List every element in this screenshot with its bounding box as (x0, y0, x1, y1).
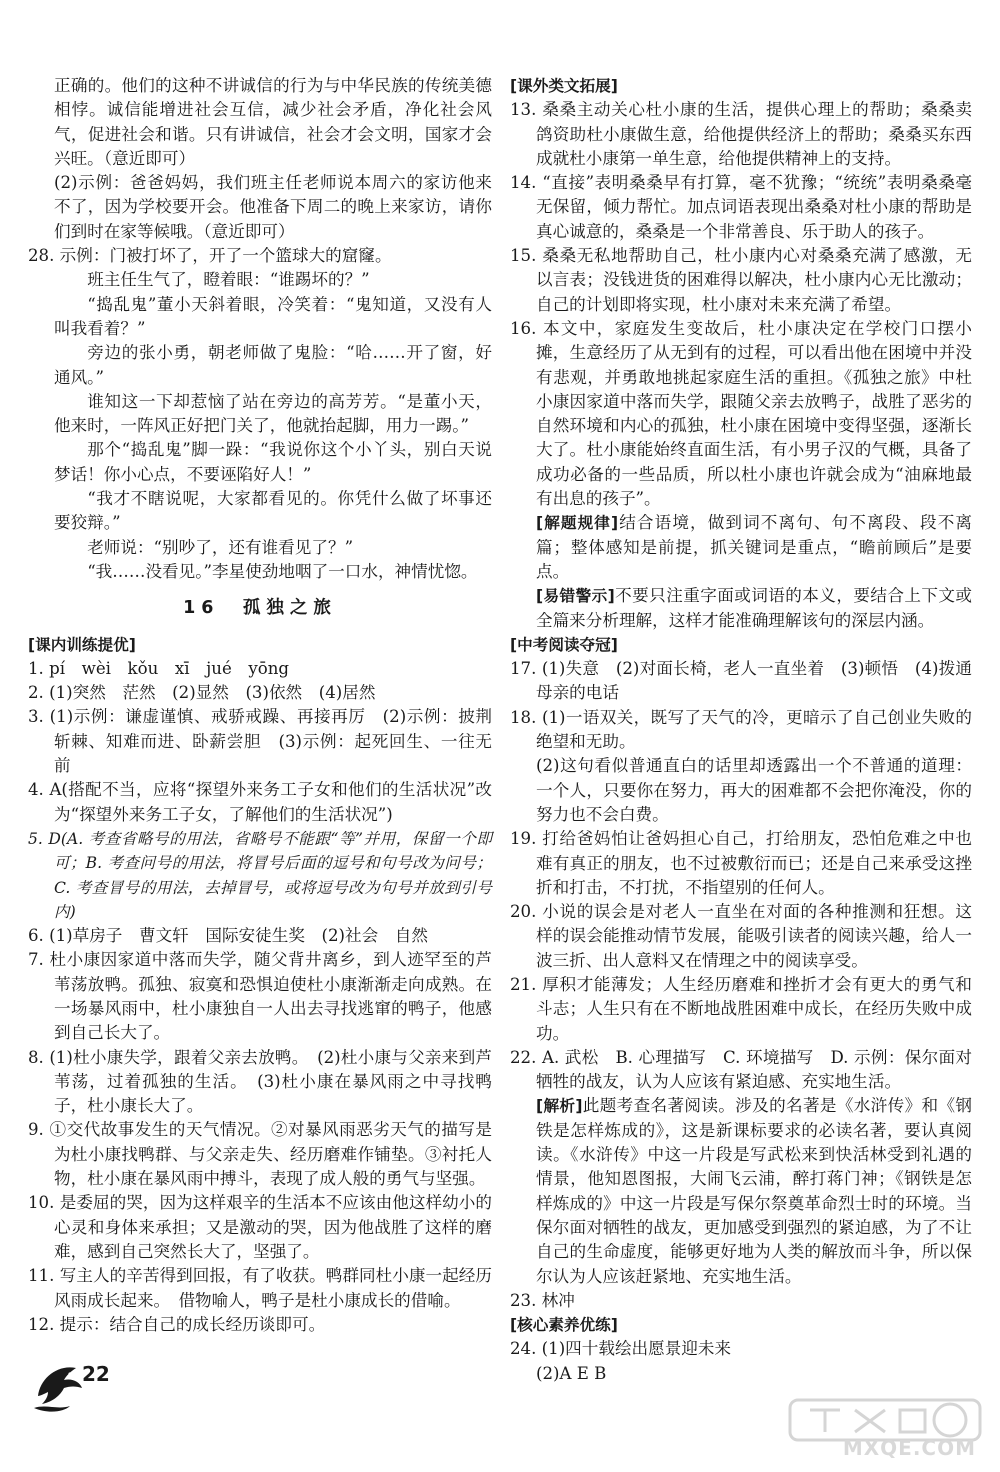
paragraph-text: (2)这句看似普通直白的话里却透露出一个不普通的道理：一个人，只要你在努力，再大的困难都不会把你淹没，你的努力也不会白费。 (536, 756, 972, 824)
section-heading (510, 633, 972, 657)
paragraph-text: 17. (1)失意 (2)对面长椅，老人一直坐着 (3)顿悟 (4)拨通母亲的电话 (510, 659, 972, 703)
paragraph-text: 24. (1)四十载绘出愿景迎未来 (510, 1339, 732, 1359)
paragraph-text: 20. 小说的误会是对老人一直坐在对面的各种推测和狂想。这样的误会能推动情节发展，能吸引读者的阅读兴趣，给人一波三折、出人意料又在情理之中的阅读享受。 (510, 902, 972, 970)
answer-paragraph (28, 487, 492, 536)
paragraph-text: 21. 厚积才能薄发；人生经历磨难和挫折才会有更大的勇气和斗志；人生只有在不断地战胜困难中成长，在经历失败中成功。 (510, 974, 972, 1043)
answer-paragraph (510, 657, 972, 706)
answer-paragraph (28, 681, 492, 705)
answer-paragraph (28, 948, 492, 1045)
answer-paragraph (28, 268, 492, 292)
answer-paragraph (28, 293, 492, 342)
answer-paragraph (28, 74, 492, 171)
section-heading (510, 1313, 972, 1337)
paragraph-text: 不要只注重字面或词语的本义，要结合上下文或全篇来分析理解，这样才能准确理解该句的深层内涵。 (536, 586, 972, 630)
answer-paragraph (510, 1289, 972, 1313)
answer-paragraph (510, 98, 972, 171)
answer-paragraph (510, 973, 972, 1046)
answer-paragraph (510, 754, 972, 827)
tip-label: [解题规律] (536, 514, 619, 533)
paragraph-text: 1. pí wèi kǒu xī jué yōng (28, 658, 290, 678)
answer-paragraph (28, 244, 492, 268)
answer-paragraph (28, 827, 492, 924)
paragraph-text: 7. 杜小康因家道中落而失学，随父背井离乡，到人迹罕至的芦苇荡放鸭。孤独、寂寞和恐惧迫使杜小康渐渐走向成熟。在一场暴风雨中，杜小康独自一人出去寻找逃窜的鸭子，他感到自己长大了。 (28, 950, 492, 1043)
paragraph-text: 老师说：“别吵了，还有谁看见了？” (87, 537, 354, 557)
watermark-text: MXQE.COM (842, 1436, 976, 1460)
answer-paragraph (510, 171, 972, 244)
paragraph-text: 5. D(A. 考查省略号的用法，省略号不能跟“等”并用，保留一个即可；B. 考查问号的用法，将冒号后面的逗号和句号改为问号；C. 考查冒号的用法，去掉冒号，或将逗号改为句号并放到引号内) (28, 829, 492, 921)
paragraph-text: 结合语境，做到词不离句、句不离段、段不离篇；整体感知是前提，抓关键词是重点，“瞻前顾后”是要点。 (536, 513, 973, 581)
paragraph-text: 2. (1)突然 茫然 (2)显然 (3)依然 (4)居然 (28, 683, 376, 703)
answer-paragraph (510, 584, 972, 633)
answer-paragraph (28, 705, 492, 778)
answer-paragraph (510, 1362, 972, 1386)
answer-paragraph (510, 317, 972, 511)
answer-paragraph (28, 657, 492, 681)
paragraph-text: [课内训练提优] (28, 635, 136, 654)
paragraph-text: 12. 提示：结合自己的成长经历谈即可。 (28, 1314, 326, 1334)
paragraph-text: 4. A(搭配不当，应将“探望外来务工子女和他们的生活状况”改为“探望外来务工子女，了解他们的生活状况”) (28, 780, 492, 824)
answer-paragraph (28, 560, 492, 584)
paragraph-text: 此题考查名著阅读。涉及的名著是《水浒传》和《钢铁是怎样炼成的》，这是新课标要求的必读名著，要认真阅读。《水浒传》中这一片段是写武松来到快活林受到礼遇的情景，他知恩图报，大闹飞云浦，醉打蒋门神；《钢铁是怎样炼成的》中这一片段是写保尔祭奠革命烈士时的环境。当保尔面对牺牲的战友，更加感受到强烈的紧迫感，为了不让自己的生命虚度，能够更好地为人类的解放而斗争，所以保尔认为人应该赶紧地、充实地生活。 (536, 1096, 972, 1286)
left-column (28, 74, 492, 1337)
paragraph-text: 14. “直接”表明桑桑早有打算，毫不犹豫；“统统”表明桑桑毫无保留，倾力帮忙。加点词语表现出桑桑对杜小康的帮助是真心诚意的，桑桑是一个非常善良、乐于助人的孩子。 (510, 173, 972, 241)
paragraph-text: 10. 是委屈的哭，因为这样艰辛的生活本不应该由他这样幼小的心灵和身体来承担；又是激动的哭，因为他战胜了这样的磨难，感到自己突然长大了，坚强了。 (28, 1193, 492, 1261)
answer-paragraph (28, 1191, 492, 1264)
answer-paragraph (28, 1046, 492, 1119)
answer-paragraph (510, 1337, 972, 1361)
answer-paragraph (28, 171, 492, 244)
answer-paragraph (510, 511, 972, 584)
paragraph-text: 正确的。他们的这种不讲诚信的行为与中华民族的传统美德相悖。诚信能增进社会互信，减少社会矛盾，净化社会风气，促进社会和谐。只有讲诚信，社会才会文明，国家才会兴旺。（意近即可） (54, 76, 492, 168)
watermark-logo (780, 1396, 990, 1466)
paragraph-text: [课外类文拓展] (510, 77, 618, 95)
paragraph-text: 谁知这一下却惹恼了站在旁边的高芳芳。“是董小天，他来时，一阵风正好把门关了，他就抬起脚，用力一踢。” (54, 391, 492, 436)
paragraph-text: 3. (1)示例：谦虚谨慎、戒骄戒躁、再接再厉 (2)示例：披荆斩棘、知难而进、卧薪尝胆 (3)示例：起死回生、一往无前 (28, 707, 492, 776)
section-heading (28, 633, 492, 657)
answer-paragraph (510, 900, 972, 973)
paragraph-text: “我才不瞎说呢，大家都看见的。你凭什么做了坏事还要狡辩。” (54, 489, 492, 533)
paragraph-text: 班主任生气了，瞪着眼：“谁踢坏的？” (87, 270, 370, 290)
answer-paragraph (28, 1118, 492, 1191)
paragraph-text: 22. A. 武松 B. 心理描写 C. 环境描写 D. 示例：保尔面对牺牲的战友，认为人应该有紧迫感、充实地生活。 (510, 1047, 972, 1092)
answer-paragraph (28, 924, 492, 948)
answer-paragraph (510, 1094, 972, 1288)
answer-paragraph (28, 778, 492, 827)
section-heading (510, 74, 972, 98)
paragraph-text: 15. 桑桑无私地帮助自己，杜小康内心对桑桑充满了感激，无以言表；没钱进货的困难得以解决，杜小康内心无比激动；自己的计划即将实现，杜小康对未来充满了希望。 (510, 246, 972, 314)
answer-paragraph (28, 1264, 492, 1313)
paragraph-text: 11. 写主人的辛苦得到回报，有了收获。鸭群同杜小康一起经历风雨成长起来。 借物喻人，鸭子是杜小康成长的借喻。 (28, 1266, 492, 1310)
dolphin-logo-icon (30, 1352, 90, 1414)
answer-paragraph (28, 341, 492, 390)
right-column (510, 74, 972, 1386)
answer-paragraph (510, 827, 972, 900)
paragraph-text: (2)示例：爸爸妈妈，我们班主任老师说本周六的家访他来不了，因为学校要开会。他准备下周二的晚上来家访，请你们到时在家等候哦。（意近即可） (54, 173, 492, 241)
page-number: 22 (82, 1362, 110, 1386)
answer-paragraph (510, 706, 972, 755)
paragraph-text: 18. (1)一语双关，既写了天气的冷，更暗示了自己创业失败的绝望和无助。 (510, 707, 972, 752)
answer-paragraph (28, 1313, 492, 1337)
paragraph-text: 16. 本文中，家庭发生变故后，杜小康决定在学校门口摆小摊，生意经历了从无到有的过程，可以看出他在困境中并没有悲观，并勇敢地挑起家庭生活的重担。《孤独之旅》中杜小康因家道中落而失学，跟随父亲去放鸭子，战胜了恶劣的自然环境和内心的孤独，杜小康在困境中变得坚强，逐渐长大了。杜小康能始终直面生活，有小男子汉的气概，具备了成功必备的一些品质，所以杜小康也许就会成为“油麻地最有出息的孩子”。 (510, 318, 972, 509)
paragraph-text: 8. (1)杜小康失学，跟着父亲去放鸭。 (2)杜小康与父亲来到芦苇荡，过着孤独的生活。 (3)杜小康在暴风雨之中寻找鸭子，杜小康长大了。 (28, 1047, 492, 1116)
paragraph-text: 28. 示例：门被打坏了，开了一个篮球大的窟窿。 (28, 246, 392, 266)
answer-paragraph (28, 390, 492, 439)
answer-paragraph (28, 438, 492, 487)
paragraph-text: 23. 林冲 (510, 1290, 575, 1310)
paragraph-text: 旁边的张小勇，朝老师做了鬼脸：“哈……开了窗，好通风。” (54, 343, 492, 387)
paragraph-text: 9. ①交代故事发生的天气情况。②对暴风雨恶劣天气的描写是为杜小康找鸭群、与父亲走失、经历磨难作铺垫。③衬托人物，杜小康在暴风雨中搏斗，表现了成人般的勇气与坚强。 (28, 1120, 492, 1189)
paragraph-text: (2)A E B (536, 1363, 607, 1383)
answer-paragraph (510, 1046, 972, 1095)
paragraph-text: 16 孤独之旅 (183, 598, 337, 619)
paragraph-text: [中考阅读夺冠] (510, 635, 618, 654)
paragraph-text: 6. (1)草房子 曹文轩 国际安徒生奖 (2)社会 自然 (28, 926, 428, 946)
paragraph-text: [核心素养优练] (510, 1316, 618, 1335)
lesson-title (28, 596, 492, 620)
paragraph-text: 19. 打给爸妈怕让爸妈担心自己，打给朋友，恐怕危难之中也难有真正的朋友，也不过被敷衍而已；还是自己来承受这挫折和打击，不打扰，不指望别的任何人。 (510, 829, 972, 897)
tip-label: [易错警示] (536, 587, 615, 606)
answer-paragraph (28, 536, 492, 560)
tip-label: [解析] (536, 1097, 583, 1116)
paragraph-text: 13. 桑桑主动关心杜小康的生活，提供心理上的帮助；桑桑卖鸽资助杜小康做生意，给他提供经济上的帮助；桑桑买东西成就杜小康第一单生意，给他提供精神上的支持。 (510, 100, 972, 168)
paragraph-text: “我……没看见。”李星使劲地咽了一口水，神情忧惚。 (87, 561, 478, 581)
paragraph-text: 那个“捣乱鬼”脚一跺：“我说你这个小丫头，别白天说梦话！你小心点，不要诬陷好人！” (54, 440, 492, 484)
answer-paragraph (510, 244, 972, 317)
paragraph-text: “捣乱鬼”董小天斜着眼，冷笑着：“鬼知道，又没有人叫我看着？” (54, 294, 492, 338)
